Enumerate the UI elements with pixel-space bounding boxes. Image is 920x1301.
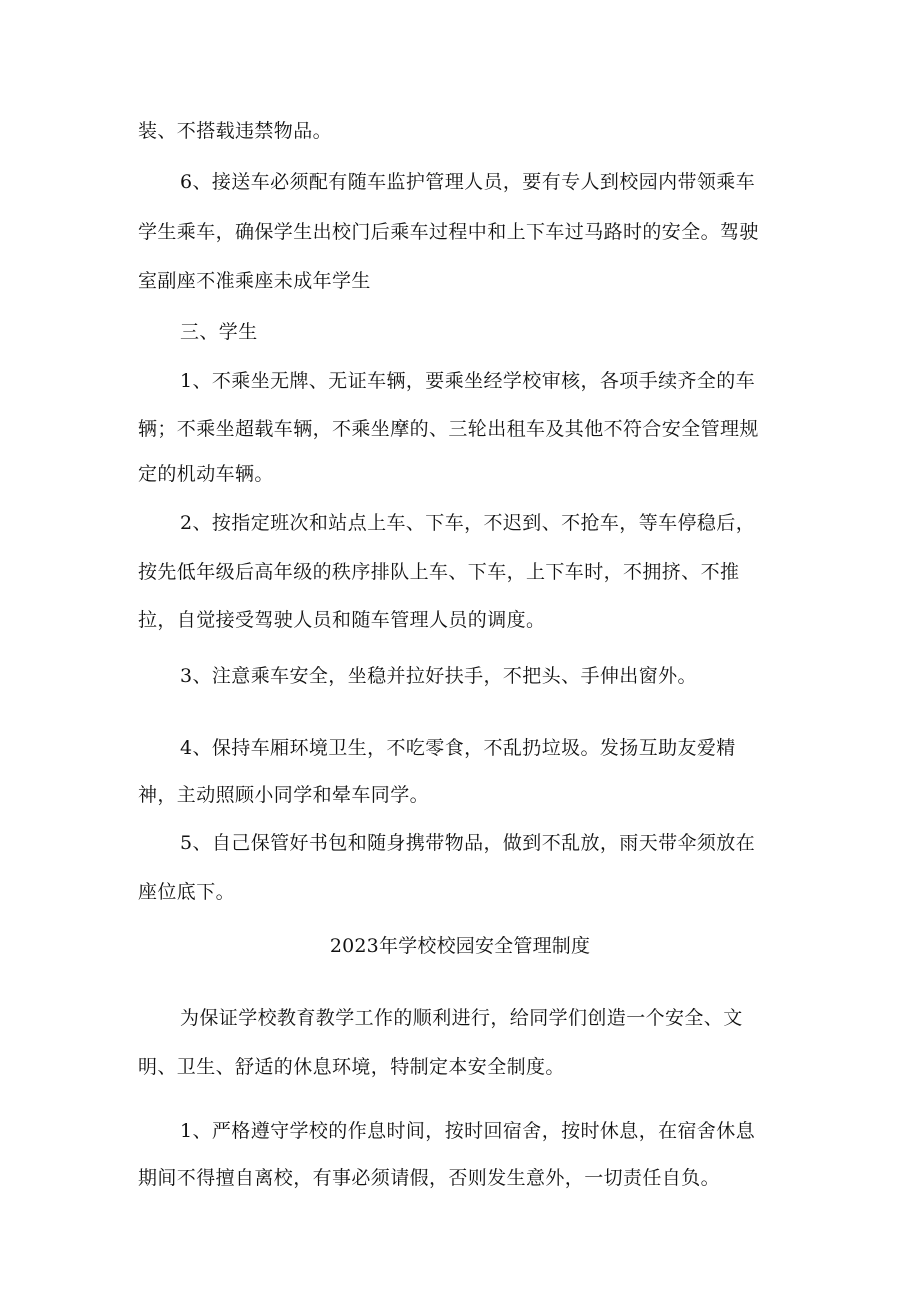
text-line: 装、不搭载违禁物品。 (138, 120, 333, 142)
text-line: 座位底下。 (138, 881, 236, 903)
text-line: 期间不得擅自离校，有事必须请假，否则发生意外，一切责任自负。 (138, 1167, 721, 1189)
text-line: 学生乘车，确保学生出校门后乘车过程中和上下车过马路时的安全。驾驶 (138, 221, 759, 243)
text-line: 神，主动照顾小同学和晕车同学。 (138, 784, 430, 806)
text-line: 6、接送车必须配有随车监护管理人员，要有专人到校园内带领乘车 (180, 171, 756, 193)
text-line: 室副座不准乘座未成年学生 (138, 270, 371, 292)
text-line: 按先低年级后高年级的秩序排队上车、下车，上下车时，不拥挤、不推 (138, 561, 740, 583)
text-line: 定的机动车辆。 (138, 463, 274, 485)
text-line: 3、注意乘车安全，坐稳并拉好扶手，不把头、手伸出窗外。 (180, 665, 697, 687)
section-heading: 三、学生 (180, 321, 258, 343)
text-line: 1、不乘坐无牌、无证车辆，要乘坐经学校审核，各项手续齐全的车 (180, 370, 756, 392)
text-line: 为保证学校教育教学工作的顺利进行，给同学们创造一个安全、文 (180, 1007, 743, 1029)
text-line: 2、按指定班次和站点上车、下车，不迟到、不抢车，等车停稳后， (180, 512, 756, 534)
document-title: 2023年学校校园安全管理制度 (329, 935, 591, 957)
text-line: 明、卫生、舒适的休息环境，特制定本安全制度。 (138, 1056, 565, 1078)
text-line: 辆；不乘坐超载车辆，不乘坐摩的、三轮出租车及其他不符合安全管理规 (138, 418, 759, 440)
text-line: 5、自己保管好书包和随身携带物品，做到不乱放，雨天带伞须放在 (180, 832, 756, 854)
text-line: 拉，自觉接受驾驶人员和随车管理人员的调度。 (138, 609, 546, 631)
text-line: 4、保持车厢环境卫生，不吃零食，不乱扔垃圾。发扬互助友爱精 (180, 737, 736, 759)
text-line: 1、严格遵守学校的作息时间，按时回宿舍，按时休息，在宿舍休息 (180, 1120, 756, 1142)
